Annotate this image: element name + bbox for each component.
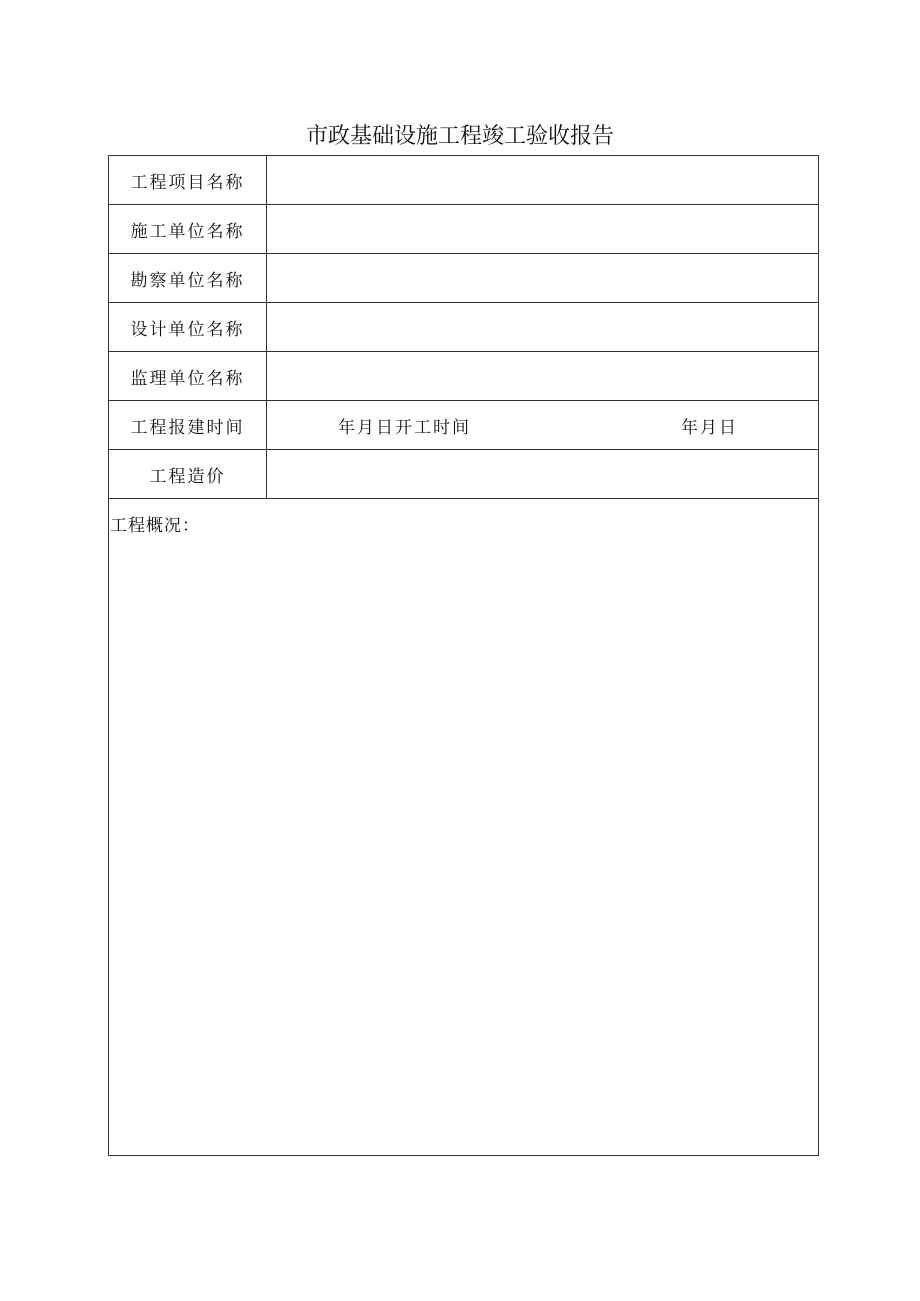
- construction-unit-label: 施工单位名称: [109, 205, 267, 253]
- report-time-label: 工程报建时间: [109, 401, 267, 449]
- survey-unit-label: 勘察单位名称: [109, 254, 267, 302]
- acceptance-form-table: [108, 155, 819, 1156]
- construction-unit-field[interactable]: [267, 205, 818, 253]
- design-unit-label: 设计单位名称: [109, 303, 267, 351]
- project-cost-label: 工程造价: [109, 450, 267, 498]
- project-overview-label: 工程概况：: [110, 516, 200, 536]
- row-supervision-unit: [109, 352, 818, 401]
- report-date-end-text: 年月日: [681, 417, 738, 438]
- project-name-label: 工程项目名称: [109, 156, 267, 204]
- survey-unit-field[interactable]: [267, 254, 818, 302]
- project-overview-area[interactable]: [109, 499, 818, 1155]
- row-design-unit: [109, 303, 818, 352]
- row-project-name: [109, 156, 818, 205]
- report-date-start-text: 年月日开工时间: [338, 417, 471, 438]
- document-title: 市政基础设施工程竣工验收报告: [305, 124, 614, 149]
- design-unit-field[interactable]: [267, 303, 818, 351]
- supervision-unit-label: 监理单位名称: [109, 352, 267, 400]
- row-construction-unit: [109, 205, 818, 254]
- project-cost-field[interactable]: [267, 450, 818, 498]
- project-name-field[interactable]: [267, 156, 818, 204]
- row-survey-unit: [109, 254, 818, 303]
- supervision-unit-field[interactable]: [267, 352, 818, 400]
- report-time-field[interactable]: [267, 401, 818, 449]
- row-project-cost: [109, 450, 818, 499]
- row-report-time: [109, 401, 818, 450]
